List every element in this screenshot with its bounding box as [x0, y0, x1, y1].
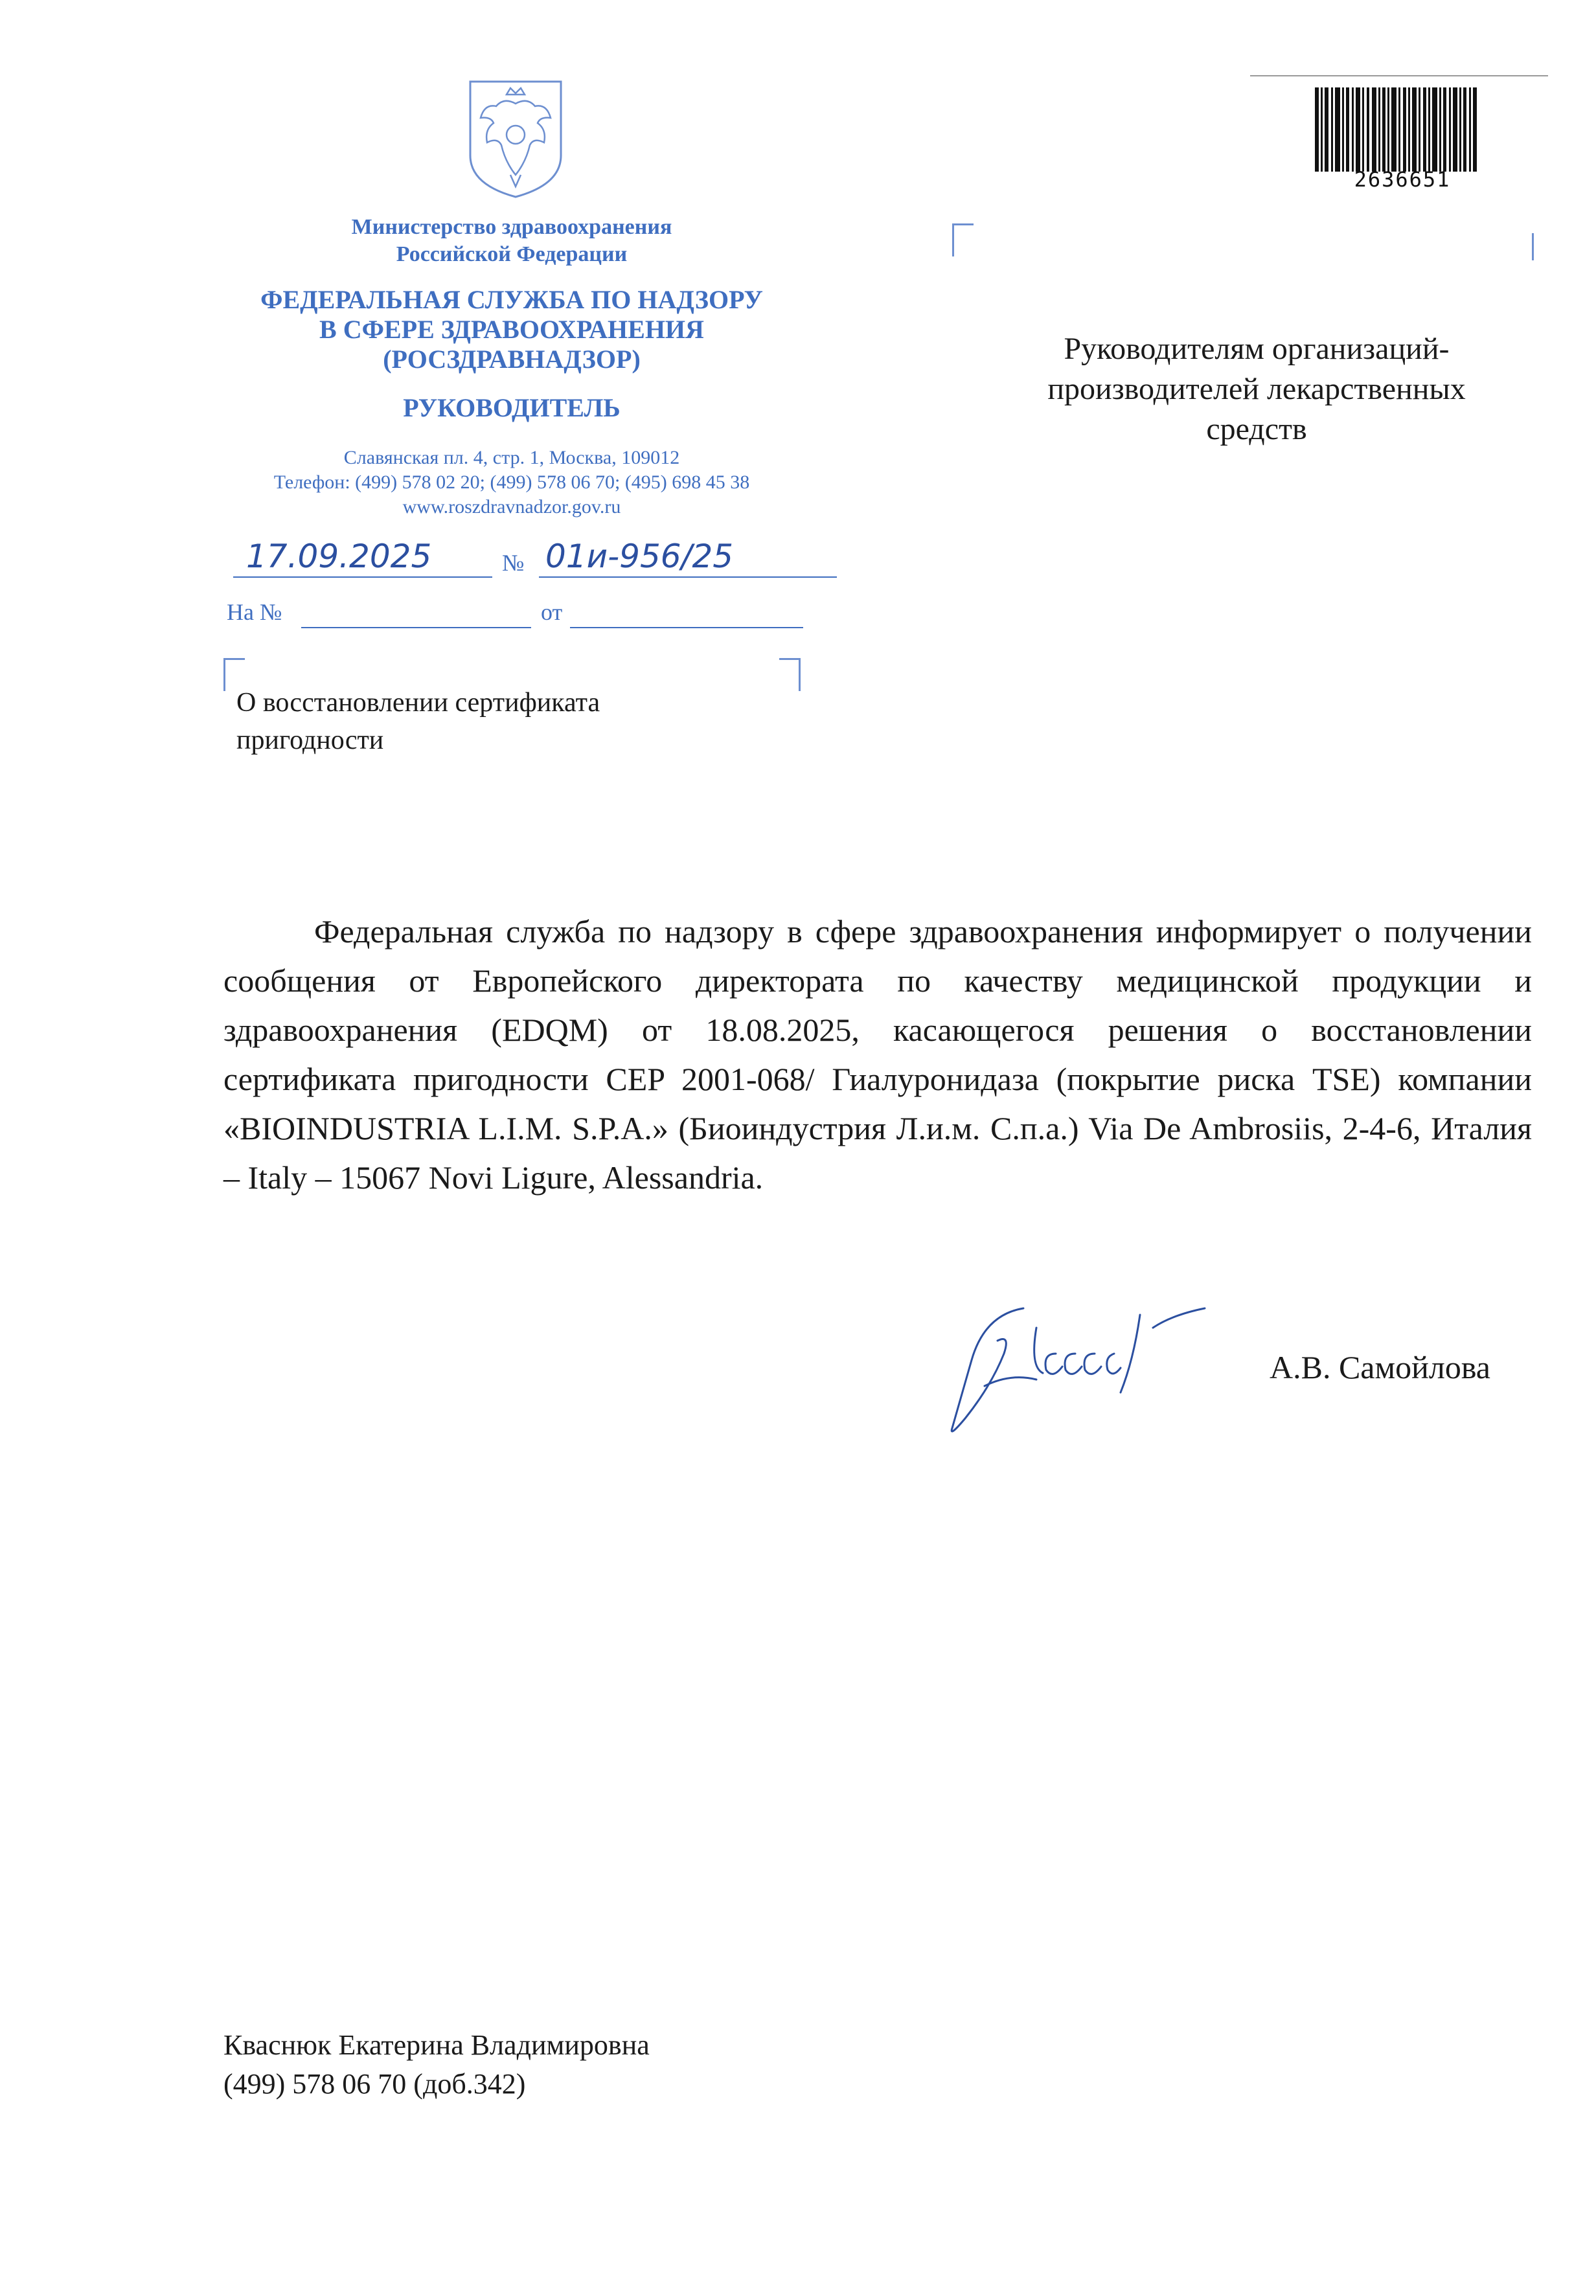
- number-value: 01и-956/25: [545, 538, 734, 575]
- body-paragraph: Федеральная служба по надзору в сфере здравоохранения информирует о получении сообщения от Европейского директората по качеству медицинской продукции и здравоохранения (EDQM) от 18.08.2025, касающегося решения о восстановлении сертификата пригодности CEP 2001-068/ Гиалуронидаза (покрытие риска TSE) компании «BIOINDUSTRIA L.I.M. S.P.A.» (Биоиндустрия Л.и.м. С.п.а.) Via De Ambrosiis, 2-4-6, Италия – Italy – 15067 Novi Ligure, Alessandria.: [223, 913, 1532, 1196]
- signer-name: А.В. Самойлова: [1270, 1349, 1490, 1385]
- service-line-2: В СФЕРЕ ЗДРАВООХРАНЕНИЯ: [319, 315, 704, 344]
- ministry-line-2: Российской Федерации: [396, 242, 628, 266]
- coat-of-arms-icon: [465, 78, 566, 201]
- subject-line-2: пригодности: [236, 725, 384, 755]
- contact-name: Кваснюк Екатерина Владимировна: [223, 2029, 650, 2061]
- from-label: от: [541, 599, 563, 625]
- date-field: [233, 538, 492, 578]
- signature-icon: [946, 1289, 1257, 1438]
- address-line: Славянская пл. 4, стр. 1, Москва, 109012: [343, 447, 680, 468]
- subject-line-1: О восстановлении сертификата: [236, 688, 600, 718]
- reply-date-field: [570, 627, 803, 628]
- addressee-line-2: производителей лекарственных: [1047, 372, 1466, 406]
- number-label: №: [502, 550, 525, 576]
- ministry-line-1: Министерство здравоохранения: [351, 215, 672, 239]
- website-line: www.roszdravnadzor.gov.ru: [402, 496, 621, 517]
- letterhead-contacts: [214, 446, 810, 519]
- contact-phone: (499) 578 06 70 (доб.342): [223, 2068, 526, 2100]
- service-name: [214, 285, 810, 374]
- service-line-3: (РОСЗДРАВНАДЗОР): [383, 345, 641, 374]
- subject: [236, 684, 755, 759]
- addressee-line-1: Руководителям организаций-: [1064, 332, 1450, 366]
- phones-line: Телефон: (499) 578 02 20; (499) 578 06 70; (495) 698 45 38: [273, 472, 750, 493]
- service-line-1: ФЕДЕРАЛЬНАЯ СЛУЖБА ПО НАДЗОРУ: [260, 285, 763, 314]
- barcode-top-line: [1250, 75, 1548, 76]
- barcode-number: 2636651: [1354, 167, 1451, 192]
- subject-bracket-right: [779, 658, 801, 691]
- addressee-bracket-left: [952, 223, 974, 256]
- head-title: РУКОВОДИТЕЛЬ: [403, 393, 621, 422]
- addressee: [972, 329, 1542, 449]
- ministry-name: [214, 214, 810, 268]
- barcode-icon: [1315, 87, 1480, 172]
- contact-info: [223, 2026, 650, 2104]
- number-field: [539, 538, 837, 578]
- reply-label: На №: [227, 599, 282, 625]
- addressee-bracket-right: [1532, 233, 1534, 260]
- addressee-line-3: средств: [1206, 412, 1307, 446]
- date-value: 17.09.2025: [246, 538, 432, 575]
- reply-number-field: [301, 627, 531, 628]
